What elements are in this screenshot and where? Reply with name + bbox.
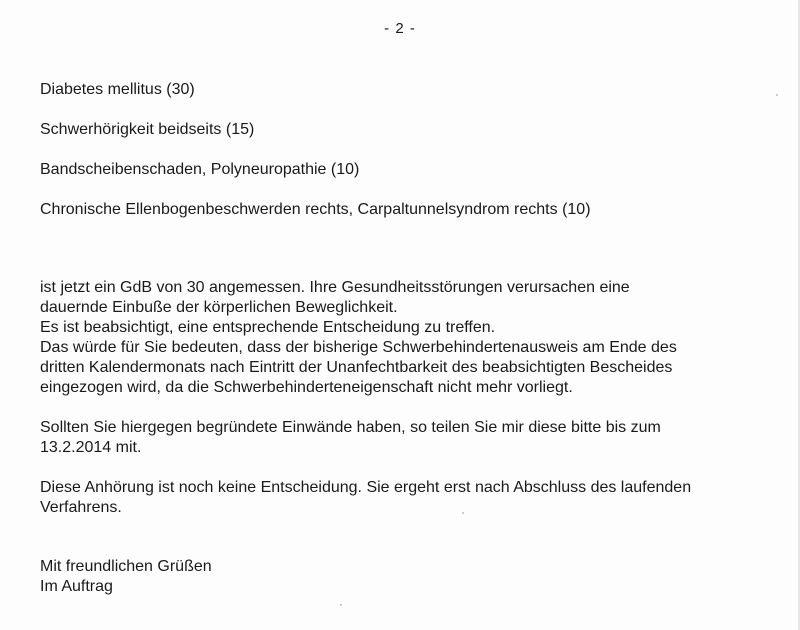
body-line: 13.2.2014 mit.	[40, 439, 142, 456]
body-line: dritten Kalendermonats nach Eintritt der Unanfechtbarkeit des beabsichtigten Bescheides	[40, 359, 673, 376]
scan-speck	[462, 512, 464, 514]
body-line: Das würde für Sie bedeuten, dass der bisherige Schwerbehindertenausweis am Ende des	[40, 339, 677, 356]
closing-greeting: Mit freundlichen Grüßen	[40, 558, 212, 575]
body-line: Es ist beabsichtigt, eine entsprechende Entscheidung zu treffen.	[40, 319, 496, 336]
diagnosis-item: Chronische Ellenbogenbeschwerden rechts, Carpaltunnelsyndrom rechts (10)	[40, 201, 591, 218]
diagnosis-item: Bandscheibenschaden, Polyneuropathie (10)	[40, 161, 360, 178]
diagnosis-item: Schwerhörigkeit beidseits (15)	[40, 121, 255, 138]
body-line: ist jetzt ein GdB von 30 angemessen. Ihre Gesundheitsstörungen verursachen eine	[40, 279, 630, 296]
diagnosis-item: Diabetes mellitus (30)	[40, 81, 195, 98]
closing-signature-line: Im Auftrag	[40, 578, 113, 595]
scan-speck	[776, 94, 778, 96]
body-line: Sollten Sie hiergegen begründete Einwände haben, so teilen Sie mir diese bitte bis zum	[40, 419, 661, 436]
page-number: - 2 -	[384, 20, 416, 37]
body-line: Verfahrens.	[40, 499, 122, 516]
body-line: dauernde Einbuße der körperlichen Beweglichkeit.	[40, 299, 398, 316]
body-line: Diese Anhörung ist noch keine Entscheidung. Sie ergeht erst nach Abschluss des laufenden	[40, 479, 692, 496]
scan-speck	[340, 604, 342, 606]
body-line: eingezogen wird, da die Schwerbehinderteneigenschaft nicht mehr vorliegt.	[40, 379, 573, 396]
